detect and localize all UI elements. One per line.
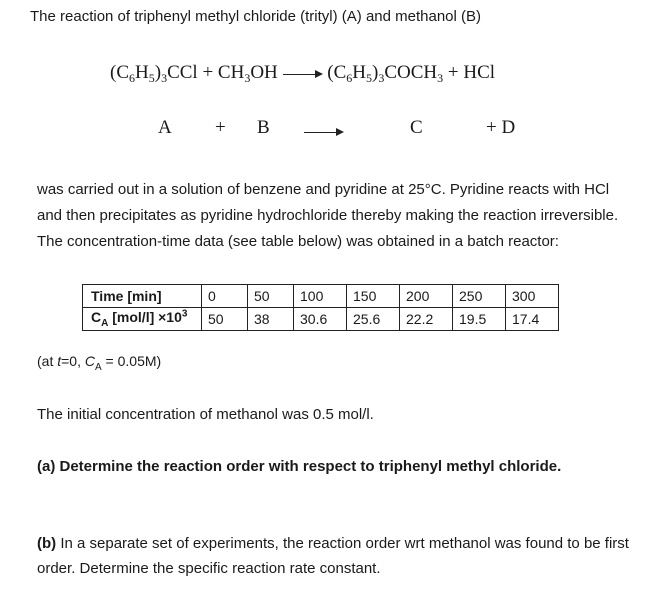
table-row	[83, 285, 559, 308]
table-cell: 38	[248, 308, 294, 331]
question-b-line-1: (b) In a separate set of experiments, the reaction order wrt methanol was found to be first	[37, 535, 629, 552]
table-cell: 25.6	[347, 308, 400, 331]
table-cell: 17.4	[506, 308, 559, 331]
reaction-arrow-icon	[283, 69, 323, 79]
table-cell: 22.2	[400, 308, 453, 331]
table-cell: 250	[453, 285, 506, 308]
letter-a: A	[158, 117, 172, 138]
letter-arrow-icon	[304, 123, 344, 141]
table-cell: 30.6	[294, 308, 347, 331]
letter-plus: +	[215, 117, 226, 138]
question-a: (a) Determine the reaction order with respect to triphenyl methyl chloride.	[37, 458, 562, 475]
intro-text: The reaction of triphenyl methyl chloride (trityl) (A) and methanol (B)	[30, 8, 482, 25]
initial-condition-note: (at t=0, $C_A = 0.05M$)	[37, 353, 162, 373]
concentration-header: $C_A$ $[mol/l] \times 10^3$	[83, 308, 202, 331]
table-cell: 19.5	[453, 308, 506, 331]
table-cell: 200	[400, 285, 453, 308]
time-header: Time [min]	[83, 285, 202, 308]
paragraph-line-2: and then precipitates as pyridine hydrochloride thereby making the reaction irreversible.	[37, 207, 619, 224]
letter-c: C	[410, 117, 423, 138]
table-cell: 100	[294, 285, 347, 308]
question-b-line-2: order. Determine the specific reaction rate constant.	[37, 560, 381, 577]
table-cell: 300	[506, 285, 559, 308]
methanol-note: The initial concentration of methanol was 0.5 mol/l.	[37, 406, 374, 423]
table-cell: 50	[248, 285, 294, 308]
table-cell: 150	[347, 285, 400, 308]
letter-plus-d: + D	[486, 117, 516, 138]
concentration-time-table	[82, 284, 559, 331]
reaction-equation: $(C_6H_5)_3CCl + CH_3OH$ $(C_6H_5)_3COCH_3$ + HCl	[110, 62, 496, 85]
paragraph-line-3: The concentration-time data (see table below) was obtained in a batch reactor:	[37, 233, 559, 250]
letter-b: B	[257, 117, 270, 138]
paragraph-line-1: was carried out in a solution of benzene and pyridine at 25°C. Pyridine reacts with HCl	[37, 181, 610, 198]
table-cell: 0	[202, 285, 248, 308]
table-row	[83, 308, 559, 331]
table-cell: 50	[202, 308, 248, 331]
